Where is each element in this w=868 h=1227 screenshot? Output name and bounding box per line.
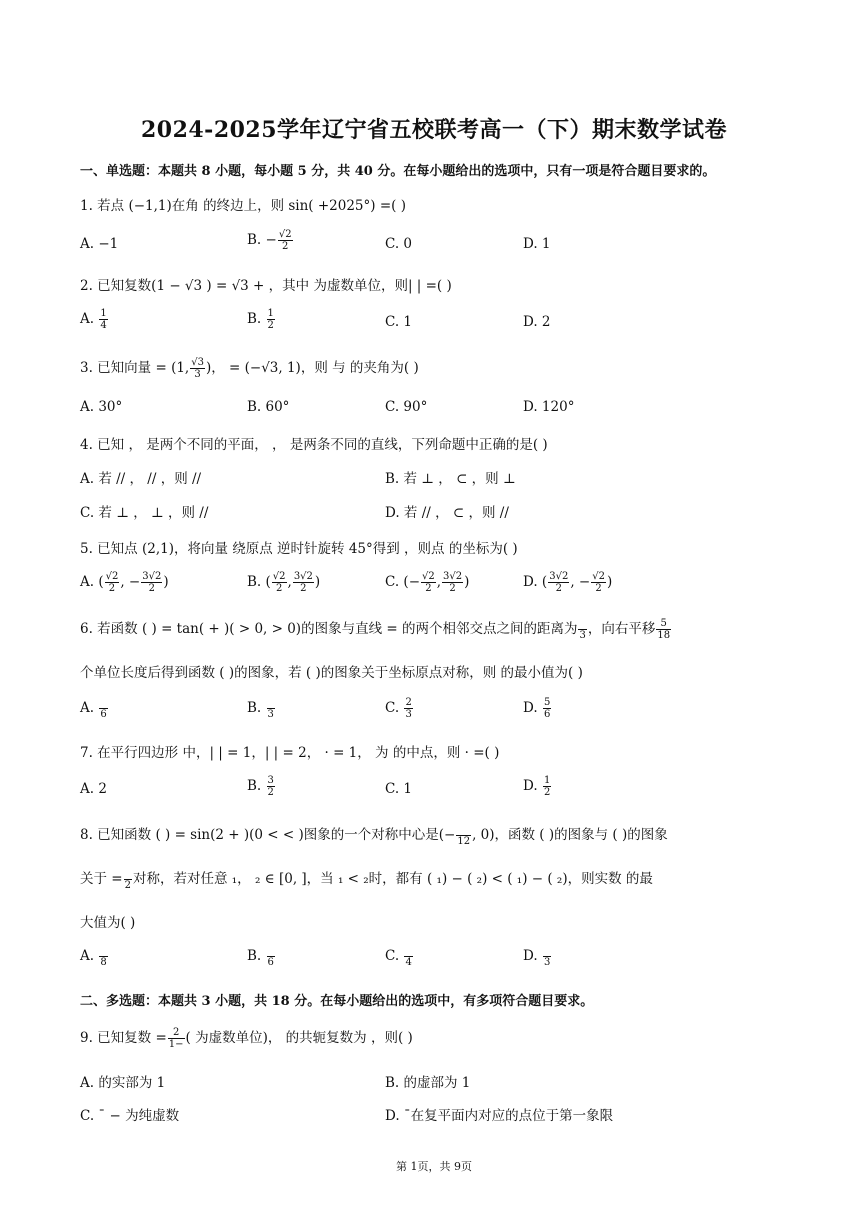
q8-option-d: D. 3: [523, 945, 552, 968]
q6-option-b: B. 3: [247, 697, 276, 720]
question-6-line-1: 6. 若函数 ( ) = tan( + )( > 0, > 0)的图象与直线 = 的两个相邻交点之间的距离为 3 ，向右平移 $\frac{5}{18}$: [80, 618, 671, 641]
q9-option-b: B. 的虚部为 1: [385, 1075, 471, 1091]
page-footer: 第 1页，共 9页: [396, 1160, 472, 1173]
q5-option-a: A. ( $\frac{√2}{2}$ , − $\frac{3√2}{2}$ ): [80, 571, 169, 594]
q9-option-a: A. 的实部为 1: [80, 1075, 166, 1091]
q3-option-d: D. 120°: [523, 399, 575, 415]
q1-option-c: C. 0: [385, 236, 413, 252]
q3-option-a: A. 30°: [80, 399, 123, 415]
q8-option-a: A. 8: [80, 945, 109, 968]
q5-option-c: C. (− $\frac{√2}{2}$ , $\frac{3√2}{2}$ ): [385, 571, 470, 594]
q2-option-b: B. $\frac{1}{2}$: [247, 308, 274, 331]
q4-option-c: C. 若 ⊥ ， ⊥ ，则 //: [80, 505, 209, 521]
question-4: 4. 已知 ， 是两个不同的平面， ， 是两条不同的直线，下列命题中正确的是( ): [80, 437, 548, 453]
q8-option-c: C. 4: [385, 945, 414, 968]
question-7: 7. 在平行四边形 中，| | = 1，| | = 2， · = 1， 为 的中点，则 · =( ): [80, 745, 500, 761]
section-single-choice: 一、单选题：本题共 8 小题，每小题 5 分，共 40 分。在每小题给出的选项中，只有一项是符合题目要求的。: [80, 164, 716, 179]
question-1: 1. 若点 (−1,1)在角 的终边上，则 sin( +2025°) =( ): [80, 198, 406, 214]
q2-option-d: D. 2: [523, 314, 551, 330]
q3-option-b: B. 60°: [247, 399, 290, 415]
q6-option-a: A. 6: [80, 697, 109, 720]
q2-option-a: A. $\frac{1}{4}$: [80, 308, 107, 331]
q4-option-b: B. 若 ⊥ ， ⊂ ，则 ⊥: [385, 471, 516, 487]
q6-option-d: D. $\frac{5}{6}$: [523, 697, 551, 720]
q1-option-a: A. −1: [80, 236, 119, 252]
q4-option-a: A. 若 // ， // ，则 //: [80, 471, 202, 487]
q5-option-b: B. ( $\frac{√2}{2}$ , $\frac{3√2}{2}$ ): [247, 571, 321, 594]
q9-option-c: C. ¯ − 为纯虚数: [80, 1108, 180, 1124]
q1-option-b: B. − $\frac{√2}{2}$: [247, 229, 292, 252]
question-8-line-3: 大值为( ): [80, 915, 136, 931]
question-8-line-2: 关于 = 2 对称，若对任意 ₁， ₂ ∈ [0, ]，当 ₁ < ₂时，都有 ( ₁) − ( ₂) < ( ₁) − ( ₂)，则实数 的最: [80, 867, 653, 891]
section-multiple-choice: 二、多选题：本题共 3 小题，共 18 分。在每小题给出的选项中，有多项符合题目要求。: [80, 994, 594, 1009]
question-8-line-1: 8. 已知函数 ( ) = sin(2 + )(0 < < )图象的一个对称中心是(− 12 , 0)，函数 ( )的图象与 ( )的图象: [80, 823, 668, 847]
question-3: 3. 已知向量 = (1, $\frac{√3}{3}$ )， = (−√3, 1)，则 与 的夹角为( ): [80, 357, 419, 380]
question-9: 9. 已知复数 = $\frac{2}{1-}$ ( 为虚数单位)， 的共轭复数为 ，则( ): [80, 1027, 413, 1050]
q2-option-c: C. 1: [385, 314, 413, 330]
question-2: 2. 已知复数(1 − √3 ) = √3 + ，其中 为虚数单位，则| | =( ): [80, 278, 452, 294]
q7-option-b: B. $\frac{3}{2}$: [247, 775, 274, 798]
q3-option-c: C. 90°: [385, 399, 428, 415]
q4-option-d: D. 若 // ， ⊂ ，则 //: [385, 505, 509, 521]
q9-option-d: D. ¯在复平面内对应的点位于第一象限: [385, 1108, 614, 1124]
q8-option-b: B. 6: [247, 945, 276, 968]
page-title: 2024-2025学年辽宁省五校联考高一（下）期末数学试卷: [140, 117, 728, 143]
q7-option-d: D. $\frac{1}{2}$: [523, 775, 551, 798]
question-6-line-2: 个单位长度后得到函数 ( )的图象，若 ( )的图象关于坐标原点对称，则 的最小值为( ): [80, 665, 583, 681]
question-5: 5. 已知点 (2,1)，将向量 绕原点 逆时针旋转 45°得到 ，则点 的坐标为( ): [80, 541, 518, 557]
q1-option-d: D. 1: [523, 236, 551, 252]
q6-option-c: C. $\frac{2}{3}$: [385, 697, 412, 720]
q7-option-c: C. 1: [385, 781, 413, 797]
q7-option-a: A. 2: [80, 781, 107, 797]
q5-option-d: D. ( $\frac{3√2}{2}$ , − $\frac{√2}{2}$ ): [523, 571, 613, 594]
